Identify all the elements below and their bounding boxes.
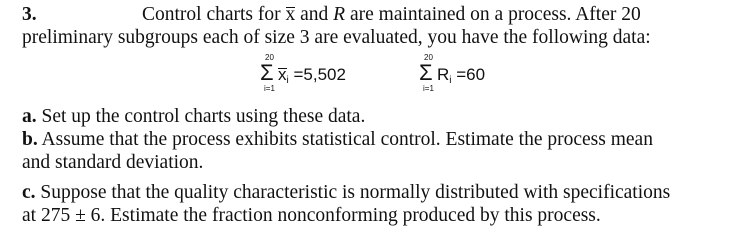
sum-xbar-expression — [278, 65, 346, 91]
part-c-text-line2: at 275 ± 6. Estimate the fraction nonconforming produced by this process. — [22, 205, 601, 226]
intro-text-start: Control charts for — [142, 4, 281, 25]
part-b-line1 — [22, 129, 653, 151]
problem-intro-line1 — [142, 4, 641, 26]
sum-r-sigma: Σ — [419, 60, 433, 85]
sum-xbar-lower-limit: i=1 — [264, 84, 275, 93]
part-c-label: c. — [22, 182, 36, 203]
sum-xbar-value: =5,502 — [293, 65, 346, 84]
sum-r-expression — [437, 65, 485, 91]
sum-r-lower-limit: i=1 — [423, 84, 434, 93]
part-b-line2 — [22, 152, 203, 174]
sum-r-formula — [417, 54, 537, 94]
problem-intro-line2 — [22, 27, 651, 49]
r-symbol: R — [333, 4, 346, 25]
sum-r-value: =60 — [456, 65, 486, 84]
intro-text-line2: preliminary subgroups each of size 3 are evaluated, you have the following data: — [22, 27, 651, 48]
part-a-text: Set up the control charts using these data. — [41, 106, 366, 127]
intro-text-tail: are maintained on a process. After 20 — [349, 4, 641, 25]
problem-header-line — [22, 4, 37, 26]
part-c-line2 — [22, 205, 601, 227]
sum-xbar-upper-limit: 20 — [265, 53, 274, 62]
sum-r-var: R — [437, 65, 450, 84]
intro-text-and: and — [300, 4, 329, 25]
part-b-label: b. — [22, 129, 38, 150]
part-b-text-line1: Assume that the process exhibits statistical control. Estimate the process mean — [41, 129, 653, 150]
part-b-text-line2: and standard deviation. — [22, 152, 204, 173]
sum-r-sub: i — [449, 75, 452, 86]
sum-xbar-sub: i — [286, 75, 289, 86]
problem-number: 3. — [22, 4, 37, 25]
part-c-line1 — [22, 182, 670, 204]
part-c-text-line1: Suppose that the quality characteristic is normally distributed with specifications — [40, 182, 671, 203]
part-a-label: a. — [22, 106, 37, 127]
sum-xbar-sigma: Σ — [260, 60, 274, 85]
sum-r-upper-limit: 20 — [424, 53, 433, 62]
xbar-symbol: x — [285, 4, 296, 25]
part-a — [22, 106, 365, 128]
sum-xbar-formula — [258, 54, 388, 94]
sum-xbar-var: x — [278, 65, 287, 84]
